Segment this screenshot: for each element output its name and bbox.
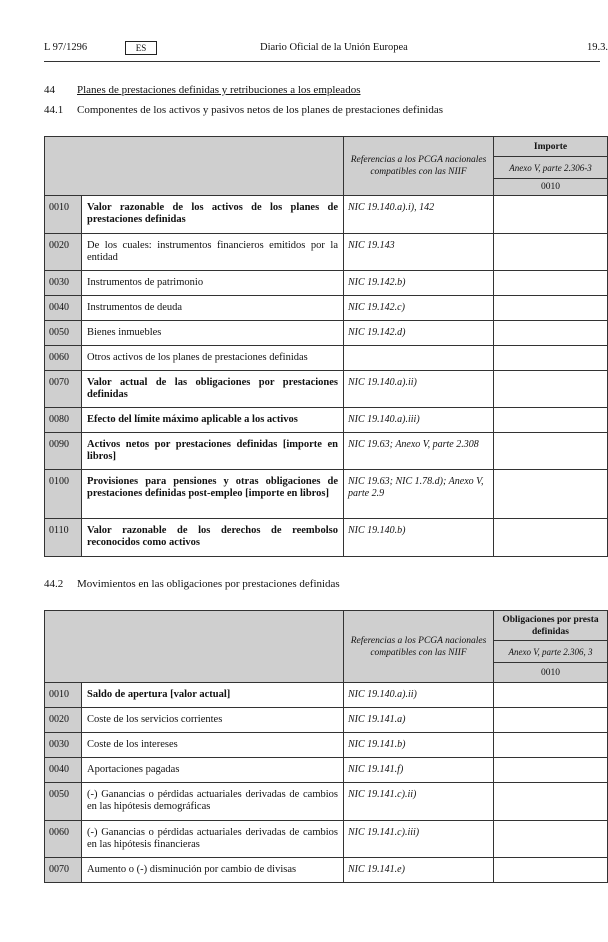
- row-reference: NIC 19.141.b): [344, 733, 494, 758]
- row-reference: NIC 19.63; Anexo V, parte 2.308: [344, 433, 494, 470]
- section-44-1-heading: [44, 104, 600, 118]
- amount-cell[interactable]: [494, 433, 608, 470]
- obligations-header-line2: definidas: [532, 626, 569, 637]
- obligations-column-header: [494, 611, 608, 641]
- section-number: 44.2: [44, 578, 64, 590]
- table-row: [45, 433, 608, 470]
- table-row: [45, 783, 608, 821]
- row-code: 0100: [45, 470, 82, 519]
- language-badge: ES: [125, 41, 157, 55]
- amount-cell[interactable]: [494, 196, 608, 234]
- row-reference: NIC 19.140.b): [344, 519, 494, 557]
- row-label: Instrumentos de deuda: [82, 296, 344, 321]
- section-title: Movimientos en las obligaciones por prestaciones definidas: [77, 578, 340, 590]
- table-row: [45, 408, 608, 433]
- amount-cell[interactable]: [494, 408, 608, 433]
- table-row: [45, 733, 608, 758]
- section-title: Planes de prestaciones definidas y retribuciones a los empleados: [77, 84, 361, 96]
- ref-column-header: Referencias a los PCGA nacionales compatibles con las NIIF: [344, 611, 494, 683]
- amount-cell[interactable]: [494, 783, 608, 821]
- row-code: 0030: [45, 271, 82, 296]
- row-label: Provisiones para pensiones y otras obligaciones de prestaciones definidas post-empleo [importe en libros]: [82, 470, 344, 519]
- table-row: [45, 683, 608, 708]
- obligations-column-code: 0010: [494, 663, 608, 683]
- row-code: 0050: [45, 783, 82, 821]
- row-reference: NIC 19.143: [344, 234, 494, 271]
- obligations-header-line1: Obligaciones por presta: [502, 614, 599, 625]
- amount-cell[interactable]: [494, 470, 608, 519]
- row-label: Saldo de apertura [valor actual]: [82, 683, 344, 708]
- row-code: 0090: [45, 433, 82, 470]
- row-reference: NIC 19.141.c).ii): [344, 783, 494, 821]
- row-label: (-) Ganancias o pérdidas actuariales derivadas de cambios en las hipótesis financieras: [82, 821, 344, 858]
- table-row: [45, 858, 608, 883]
- row-reference: NIC 19.140.a).iii): [344, 408, 494, 433]
- table-row: [45, 296, 608, 321]
- amount-cell[interactable]: [494, 234, 608, 271]
- row-label: (-) Ganancias o pérdidas actuariales derivadas de cambios en las hipótesis demográficas: [82, 783, 344, 821]
- row-reference: NIC 19.142.c): [344, 296, 494, 321]
- publication-date: 19.3.: [587, 42, 608, 53]
- row-reference: NIC 19.140.a).i), 142: [344, 196, 494, 234]
- table-row: [45, 321, 608, 346]
- row-code: 0020: [45, 708, 82, 733]
- amount-column-header: Importe: [494, 137, 608, 157]
- row-label: Efecto del límite máximo aplicable a los activos: [82, 408, 344, 433]
- row-label: Valor razonable de los activos de los planes de prestaciones definidas: [82, 196, 344, 234]
- row-code: 0030: [45, 733, 82, 758]
- row-code: 0070: [45, 371, 82, 408]
- table-row: [45, 708, 608, 733]
- amount-cell[interactable]: [494, 271, 608, 296]
- amount-column-code: 0010: [494, 179, 608, 196]
- obligations-column-reference: Anexo V, parte 2.306, 3: [494, 641, 608, 663]
- amount-cell[interactable]: [494, 821, 608, 858]
- journal-reference: L 97/1296: [44, 42, 88, 53]
- amount-cell[interactable]: [494, 519, 608, 557]
- row-label: Activos netos por prestaciones definidas [importe en libros]: [82, 433, 344, 470]
- row-reference: [344, 346, 494, 371]
- amount-cell[interactable]: [494, 708, 608, 733]
- section-44-2-heading: [44, 578, 600, 592]
- ref-column-header: Referencias a los PCGA nacionales compatibles con las NIIF: [344, 137, 494, 196]
- row-reference: NIC 19.141.c).iii): [344, 821, 494, 858]
- row-code: 0070: [45, 858, 82, 883]
- row-code: 0060: [45, 821, 82, 858]
- section-number: 44: [44, 84, 55, 96]
- amount-cell[interactable]: [494, 683, 608, 708]
- row-label: Coste de los servicios corrientes: [82, 708, 344, 733]
- header-rule: [44, 61, 600, 62]
- row-reference: NIC 19.142.b): [344, 271, 494, 296]
- page-header: [44, 37, 608, 57]
- header-blank: [45, 137, 344, 196]
- amount-cell[interactable]: [494, 733, 608, 758]
- amount-cell[interactable]: [494, 371, 608, 408]
- movements-table: [44, 610, 608, 883]
- amount-cell[interactable]: [494, 758, 608, 783]
- row-reference: NIC 19.142.d): [344, 321, 494, 346]
- row-label: Valor razonable de los derechos de reembolso reconocidos como activos: [82, 519, 344, 557]
- row-label: Aportaciones pagadas: [82, 758, 344, 783]
- amount-cell[interactable]: [494, 346, 608, 371]
- row-reference: NIC 19.63; NIC 1.78.d); Anexo V, parte 2.9: [344, 470, 494, 519]
- amount-cell[interactable]: [494, 296, 608, 321]
- row-reference: NIC 19.140.a).ii): [344, 371, 494, 408]
- row-code: 0040: [45, 758, 82, 783]
- table-row: [45, 821, 608, 858]
- section-title: Componentes de los activos y pasivos netos de los planes de prestaciones definidas: [77, 104, 443, 116]
- amount-column-reference: Anexo V, parte 2.306-3: [494, 157, 608, 179]
- table-row: [45, 346, 608, 371]
- row-code: 0010: [45, 196, 82, 234]
- row-reference: NIC 19.141.a): [344, 708, 494, 733]
- row-label: Coste de los intereses: [82, 733, 344, 758]
- row-code: 0050: [45, 321, 82, 346]
- section-number: 44.1: [44, 104, 64, 116]
- table-row: [45, 371, 608, 408]
- components-table: [44, 136, 608, 557]
- row-label: Instrumentos de patrimonio: [82, 271, 344, 296]
- row-code: 0040: [45, 296, 82, 321]
- table-row: [45, 234, 608, 271]
- row-reference: NIC 19.141.f): [344, 758, 494, 783]
- row-label: Valor actual de las obligaciones por prestaciones definidas: [82, 371, 344, 408]
- row-code: 0080: [45, 408, 82, 433]
- row-label: Aumento o (-) disminución por cambio de divisas: [82, 858, 344, 883]
- table-row: [45, 758, 608, 783]
- table-row: [45, 470, 608, 519]
- header-blank: [45, 611, 344, 683]
- amount-cell[interactable]: [494, 858, 608, 883]
- journal-title: Diario Oficial de la Unión Europea: [260, 42, 408, 53]
- table-row: [45, 519, 608, 557]
- row-label: Bienes inmuebles: [82, 321, 344, 346]
- row-code: 0020: [45, 234, 82, 271]
- row-code: 0060: [45, 346, 82, 371]
- table-row: [45, 271, 608, 296]
- row-label: Otros activos de los planes de prestaciones definidas: [82, 346, 344, 371]
- amount-cell[interactable]: [494, 321, 608, 346]
- section-44-heading: [44, 84, 600, 98]
- row-code: 0110: [45, 519, 82, 557]
- table-row: [45, 196, 608, 234]
- row-reference: NIC 19.140.a).ii): [344, 683, 494, 708]
- row-code: 0010: [45, 683, 82, 708]
- row-label: De los cuales: instrumentos financieros emitidos por la entidad: [82, 234, 344, 271]
- row-reference: NIC 19.141.e): [344, 858, 494, 883]
